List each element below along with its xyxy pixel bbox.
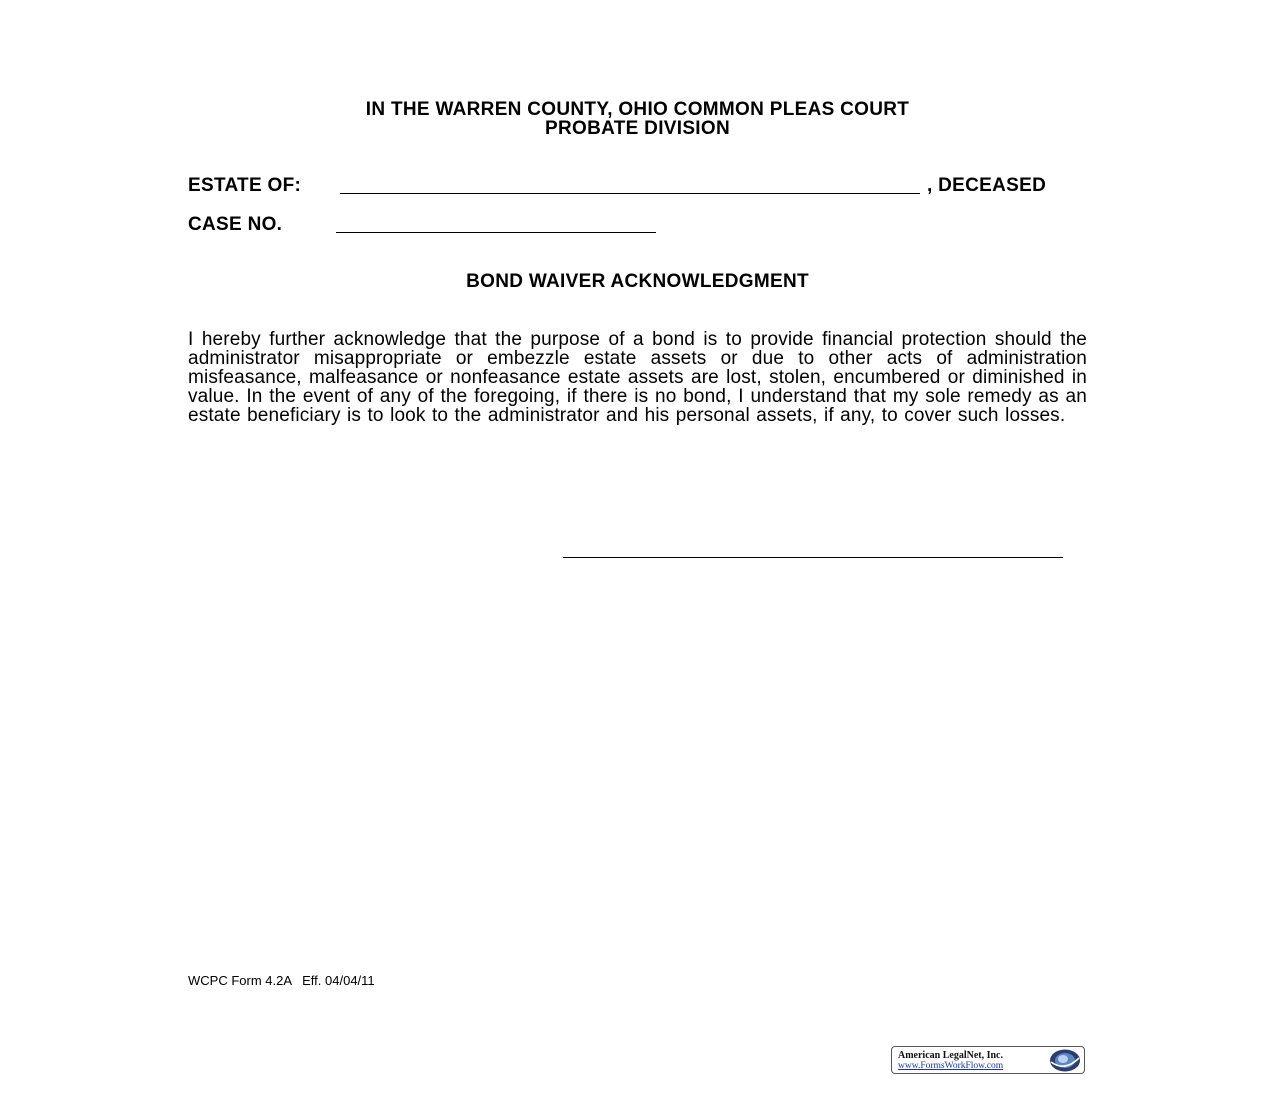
globe-logo-icon (1048, 1048, 1082, 1073)
signature-line[interactable] (563, 557, 1063, 558)
form-title: BOND WAIVER ACKNOWLEDGMENT (466, 271, 809, 292)
case-number-blank[interactable] (336, 232, 656, 233)
estate-name-blank[interactable] (340, 193, 920, 194)
court-division: PROBATE DIVISION (545, 118, 730, 139)
acknowledgment-paragraph: I hereby further acknowledge that the purpose of a bond is to provide financial protection should the administrator misappropriate or embezzle estate assets or due to other acts of administration misfeasance, malfeasance or nonfeasance estate assets are lost, stolen, encumbered or diminished in value. In the event of any of the foregoing, if there is no bond, I understand that my sole remedy as an estate beneficiary is to look to the administrator and his personal assets, if any, to cover such losses. (188, 329, 1087, 427)
court-title: IN THE WARREN COUNTY, OHIO COMMON PLEAS COURT (365, 99, 910, 120)
vendor-url-link[interactable]: www.FormsWorkFlow.com (898, 1061, 1004, 1071)
deceased-label: , DECEASED (927, 175, 1047, 196)
vendor-name: American LegalNet, Inc. (898, 1050, 1003, 1061)
case-number-label: CASE NO. (188, 214, 283, 235)
estate-of-label: ESTATE OF: (188, 175, 302, 196)
form-identifier: WCPC Form 4.2A Eff. 04/04/11 (188, 973, 375, 988)
vendor-badge[interactable] (891, 1046, 1085, 1074)
